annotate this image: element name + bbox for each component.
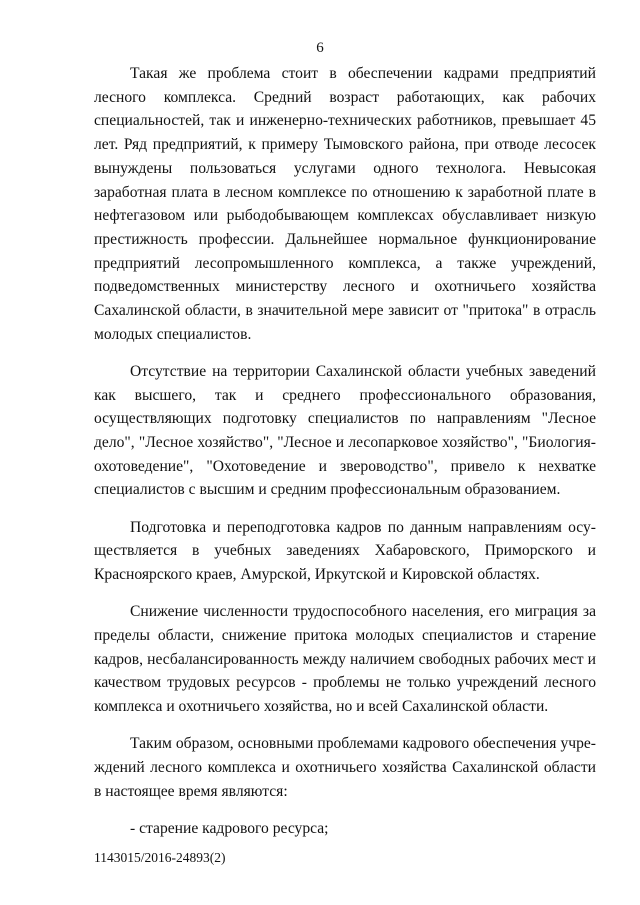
paragraph-training-locations: Подготовка и переподготовка кадров по данным направлениям осуществляется в учебных заведениях Хабаровского, Приморского и Красноярского краев, Амурской, Иркутской и Кировской областях. bbox=[94, 518, 596, 584]
paragraph-lack-of-institutions: Отсутствие на территории Сахалинской области учебных заведений как высшего, так и среднего профессионального образования, осуществляющих подготовку специалистов по направлениям "Лесное дело", "Лесное хозяйство", "Лесное и лесопарковое хозяйство", "Биология-охотоведение", "Охотоведение и звероводство", привело к нехватке специалистов с высшим и средним профессиональным образованием. bbox=[94, 362, 596, 499]
document-id: 1143015/2016-24893(2) bbox=[94, 850, 226, 865]
paragraph-workforce-decline: Снижение численности трудоспособного населения, его миграция за пределы области, снижение притока молодых специалистов и старение кадров, несбалансированность между наличием свободных рабочих мест и качеством трудовых ресурсов - проблемы не только учреждений лесного комплекса и охотничьего хозяйства, но и всей Сахалинской области. bbox=[94, 603, 596, 716]
document-body bbox=[94, 62, 596, 841]
list-item: - старение кадрового ресурса; bbox=[130, 819, 329, 837]
paragraph-staffing-problem: Такая же проблема стоит в обеспечении кадрами предприятий лесного комплекса. Средний возраст работающих, как рабочих специальностей, так и инженерно-технических работников, превышает 45 лет. Ряд предприятий, к примеру Тымовского района, при отводе лесосек вынуждены пользоваться услугами одного технолога. Невысокая заработная плата в лесном комплексе по отношению к заработной плате в нефтегазовом или рыбодобывающем комплексах обуславливает низкую престижность профессии. Дальнейшее нормальное функционирование предприятий лесопромышленного комплекса, а также учреждений, подведомственных министерству лесного и охотничьего хозяйства Сахалинской области, в значительной мере зависит от "притока" в отрасль молодых специалистов. bbox=[94, 65, 596, 343]
paragraph-main-problems: Таким образом, основными проблемами кадрового обеспечения учреждений лесного комплекса и охотничьего хозяйства Сахалинской области в настоящее время являются: bbox=[94, 735, 596, 800]
page-number: 6 bbox=[316, 40, 324, 56]
